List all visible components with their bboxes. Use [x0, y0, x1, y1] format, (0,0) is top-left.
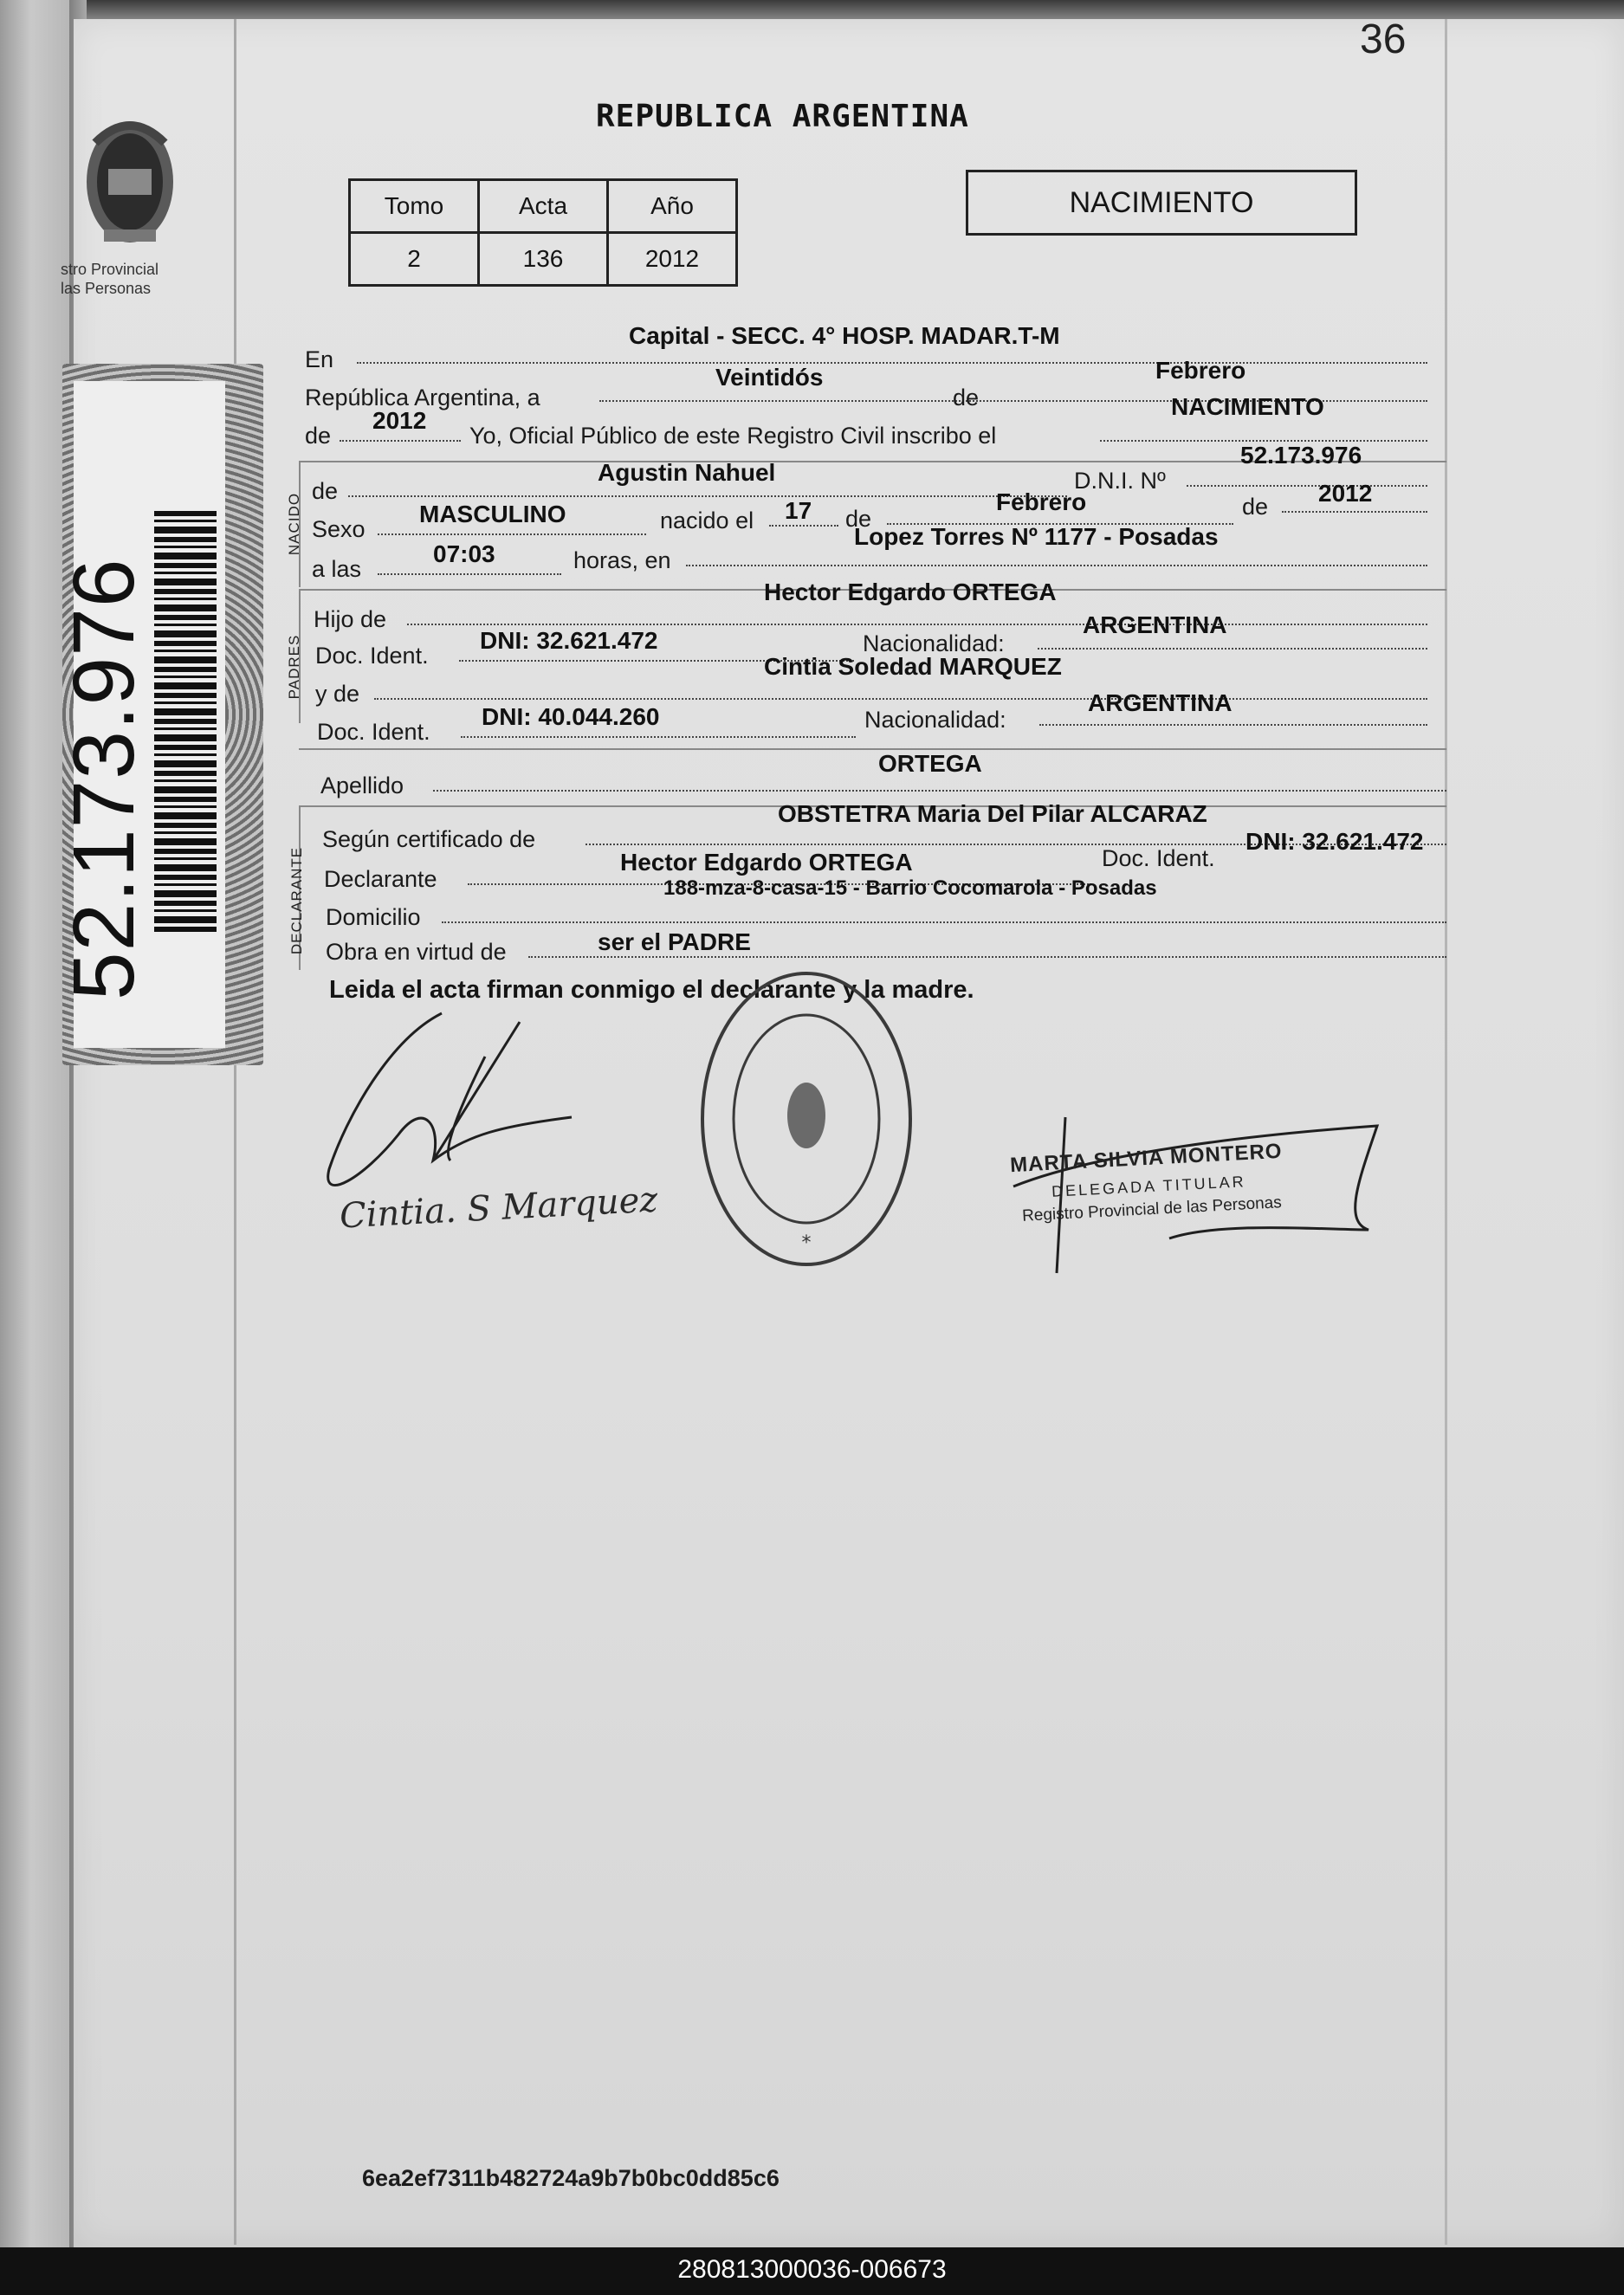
mother-name-value: Cintia Soledad MARQUEZ: [764, 653, 1062, 680]
inscribo-label: Yo, Oficial Público de este Registro Civil inscribo el: [469, 423, 997, 449]
page-frame-left: [234, 19, 236, 2245]
mother-doc-label: Doc. Ident.: [317, 719, 430, 745]
y-de-label: y de: [315, 681, 360, 707]
official-office: Registro Provincial de las Personas: [1021, 1193, 1283, 1225]
republica-label: República Argentina, a: [305, 385, 540, 411]
birth-year-de-label: de: [1242, 494, 1269, 520]
declarante-name-value: Hector Edgardo ORTEGA: [620, 849, 913, 876]
dotted-line: [769, 525, 838, 527]
domicilio-value: 188-mza-8-casa-15 - Barrio Cocomarola - Posadas: [663, 876, 1157, 900]
dotted-line: [374, 698, 1427, 700]
dotted-line: [407, 624, 1427, 625]
read-sentence: Leida el acta firman conmigo el declarante y la madre.: [329, 976, 974, 1004]
child-name-value: Agustin Nahuel: [598, 459, 776, 486]
domicilio-label: Domicilio: [326, 904, 421, 930]
dotted-line: [348, 495, 1067, 497]
dotted-line: [378, 533, 646, 535]
hijo-label: Hijo de: [314, 606, 387, 632]
mother-nationality-value: ARGENTINA: [1088, 689, 1233, 716]
father-nationality-label: Nacionalidad:: [863, 630, 1005, 656]
section-rule: [299, 748, 1446, 750]
document-hash: 6ea2ef7311b482724a9b7b0bc0dd85c6: [362, 2165, 780, 2191]
act-type-box: NACIMIENTO: [966, 170, 1357, 236]
dotted-line: [461, 736, 856, 738]
page-frame-right: [1445, 19, 1447, 2245]
declarante-doc-value: DNI: 32.621.472: [1245, 828, 1424, 855]
sexo-value: MASCULINO: [419, 501, 566, 527]
obra-value: ser el PADRE: [598, 928, 751, 955]
birth-day-value: 17: [785, 497, 812, 524]
official-seal-icon: [689, 963, 923, 1275]
birth-place-value: Lopez Torres Nº 1177 - Posadas: [854, 523, 1219, 550]
dotted-line: [686, 565, 1427, 566]
dni-label: D.N.I. Nº: [1074, 468, 1166, 494]
registry-value-row: [350, 233, 737, 286]
apellido-label: Apellido: [320, 773, 404, 798]
dotted-line: [357, 362, 1427, 364]
declarante-label: Declarante: [324, 866, 437, 892]
mother-doc-value: DNI: 40.044.260: [482, 703, 660, 730]
registry-value-tomo: 2: [350, 233, 479, 286]
left-page-edge: [0, 0, 78, 2247]
mother-nationality-label: Nacionalidad:: [864, 707, 1006, 733]
name-de-label: de: [312, 478, 339, 504]
birth-month-value: Febrero: [996, 488, 1087, 515]
certificado-value: OBSTETRA Maria Del Pilar ALCARAZ: [778, 800, 1207, 827]
registry-header-row: [350, 180, 737, 233]
father-doc-value: DNI: 32.621.472: [480, 627, 658, 654]
de-year-label: de: [305, 423, 332, 449]
dotted-line: [1039, 724, 1427, 726]
declarante-doc-label: Doc. Ident.: [1102, 845, 1215, 871]
father-nationality-value: ARGENTINA: [1083, 611, 1227, 638]
nacido-side-label: NACIDO: [286, 492, 302, 556]
mother-signature: Cintia. S Marquez: [339, 1180, 659, 1237]
segun-label: Según certificado de: [322, 826, 536, 852]
registry-header-ano: Año: [608, 180, 737, 233]
page-number: 36: [1360, 16, 1407, 62]
month-value: Febrero: [1155, 357, 1246, 384]
place-value: Capital - SECC. 4° HOSP. MADAR.T-M: [629, 322, 1060, 349]
declarante-side-label: DECLARANTE: [288, 846, 305, 955]
horas-label: horas, en: [573, 547, 671, 573]
official-name: MARTA SILVIA MONTERO: [1009, 1139, 1284, 1178]
child-dni-value: 52.173.976: [1240, 442, 1362, 469]
logo-caption-line-2: las Personas: [61, 280, 152, 297]
father-name-value: Hector Edgardo ORTEGA: [764, 579, 1057, 605]
padres-side-label: PADRES: [286, 634, 302, 700]
nacido-el-label: nacido el: [660, 507, 754, 533]
barcode-icon: [154, 511, 217, 935]
dotted-line: [340, 440, 461, 442]
apellido-value: ORTEGA: [878, 750, 982, 777]
footer-code: 280813000036-006673: [677, 2255, 947, 2284]
document-title: REPUBLICA ARGENTINA: [596, 99, 969, 134]
barcode-number: 52.173.976: [55, 558, 152, 1000]
a-las-label: a las: [312, 556, 362, 582]
logo-caption-line-1: stro Provincial: [61, 261, 159, 278]
en-label: En: [305, 346, 334, 372]
de-label: de: [953, 385, 980, 411]
registry-header-acta: Acta: [479, 180, 608, 233]
official-role: DELEGADA TITULAR: [1051, 1173, 1247, 1200]
registry-value-acta: 136: [479, 233, 608, 286]
day-word-value: Veintidós: [715, 364, 824, 391]
dotted-line: [1187, 485, 1427, 487]
dotted-line: [378, 573, 561, 575]
svg-text:*: *: [801, 1232, 812, 1254]
father-doc-label: Doc. Ident.: [315, 643, 429, 669]
registry-table: [348, 178, 738, 287]
registry-value-ano: 2012: [608, 233, 737, 286]
time-value: 07:03: [433, 540, 495, 567]
dotted-line: [1282, 511, 1427, 513]
logo-caption: [61, 260, 159, 298]
year-value: 2012: [372, 407, 427, 434]
sexo-label: Sexo: [312, 516, 366, 542]
provincial-shield-icon: [69, 108, 182, 255]
dotted-line: [528, 956, 1446, 958]
inscribo-value: NACIMIENTO: [1171, 393, 1324, 420]
dotted-line: [442, 921, 1446, 923]
dotted-line: [433, 790, 1446, 792]
birth-year-value: 2012: [1318, 480, 1373, 507]
obra-label: Obra en virtud de: [326, 939, 507, 965]
birth-de-label: de: [845, 506, 872, 532]
dotted-line: [1038, 648, 1427, 650]
registry-header-tomo: Tomo: [350, 180, 479, 233]
